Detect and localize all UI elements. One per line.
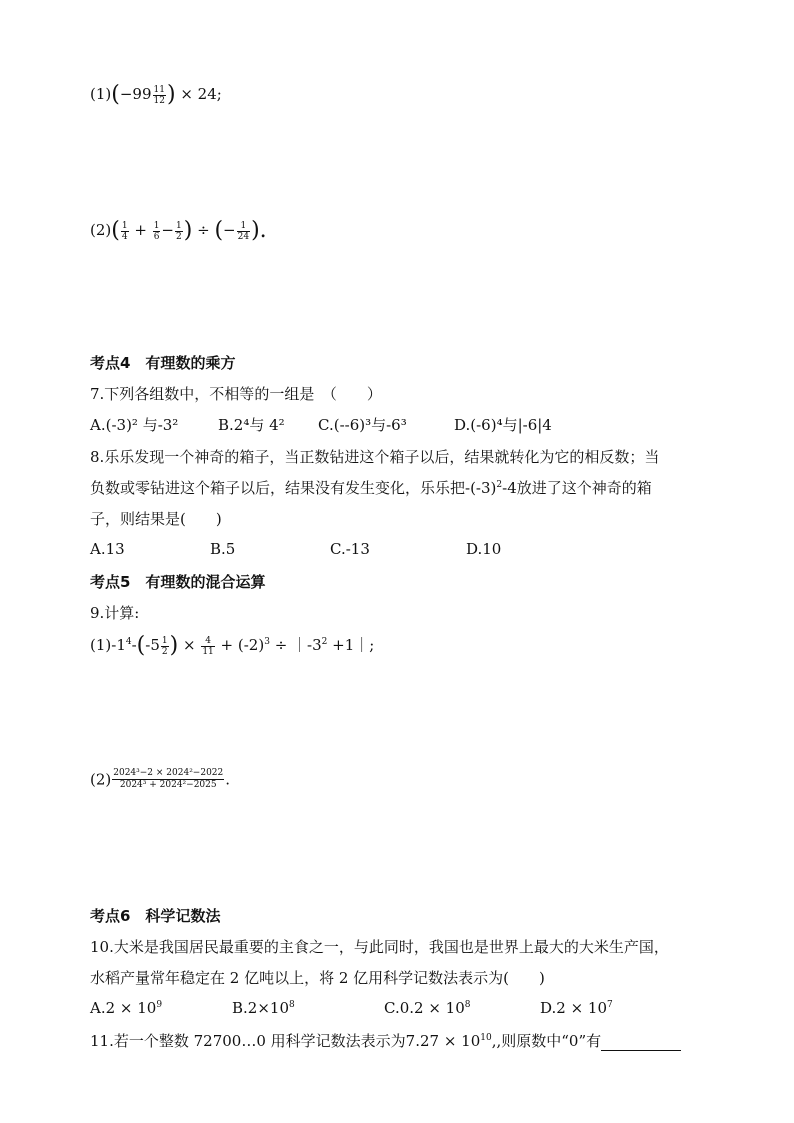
question-11-text: ,,则原数中“0”有 [491,1032,602,1050]
exponent: 2 [321,637,328,647]
option-text: C.0.2 × 10 [384,999,465,1017]
question-9-part-2 [90,768,230,791]
fraction-denominator: 2024³ + 2024²−2025 [119,780,217,790]
problem-1 [90,84,222,106]
question-8-line-3: 子，则结果是( ) [90,510,222,528]
problem-2-prefix: (2) [90,221,112,239]
question-10-line-1: 10.大米是我国居民最重要的主食之一，与此同时，我国也是世界上最大的大米生产国， [90,938,669,956]
exponent: 8 [289,1000,295,1010]
fraction [237,221,250,242]
fraction-denominator: 4 [121,231,128,242]
fraction [112,768,224,791]
exponent: 4 [125,637,132,647]
exponent: 2 [496,480,503,490]
question-9-stem: 9.计算: [90,604,140,622]
problem-1-prefix: (1) [90,85,112,103]
divide-sign: ÷ [192,221,215,239]
problem-2 [90,220,267,242]
question-8-text: 负数或零钻进这个箱子以后，结果没有发生变化，乐乐把 [90,479,466,497]
question-8-line-1: 8.乐乐发现一个神奇的箱子，当正数钻进这个箱子以后，结果就转化为它的相反数；当 [90,448,660,466]
right-paren: ) [169,633,179,658]
fraction [201,636,214,657]
fraction-denominator: 2 [176,231,182,242]
question-11 [90,1030,681,1051]
mixed-whole: −99 [119,85,152,103]
fraction [153,85,166,106]
times-sign: × [178,636,201,654]
exponent: 9 [156,1000,163,1010]
right-paren: ) [183,218,193,243]
exponent: 10 [480,1033,492,1043]
fraction-numerator: 1 [153,220,160,231]
question-8-option-b: B.5 [210,540,236,558]
question-10-option-a [90,999,162,1017]
right-paren: ). [251,218,267,243]
left-paren: ( [111,82,120,107]
question-10-option-b [232,999,295,1017]
fraction-numerator: 2024³−2 × 2024²−2022 [113,768,224,778]
fraction-denominator: 11 [202,646,214,657]
fraction-numerator: 1 [176,220,182,231]
fraction-denominator: 2 [161,646,168,657]
question-7-option-d: D.(-6)⁴与|-6|4 [454,416,552,434]
answer-blank[interactable] [601,1036,681,1051]
left-paren: ( [214,218,224,243]
expression-part: +1｜; [327,636,375,654]
problem-1-rest: × 24; [175,85,222,103]
exponent: 8 [464,1000,471,1010]
exponent: 7 [607,1000,613,1010]
fraction-denominator: 12 [153,95,165,106]
question-9-part-1 [90,634,374,657]
question-7-option-b: B.2⁴与 4² [218,416,285,434]
question-8-option-d: D.10 [466,540,502,558]
fraction-numerator: 1 [121,220,128,231]
question-8-option-c: C.-13 [330,540,370,558]
question-10-line-2: 水稻产量常年稳定在 2 亿吨以上，将 2 亿用科学记数法表示为( ) [90,969,545,987]
fraction [121,221,129,242]
question-8-text: 放进了这个神奇的箱 [516,479,652,497]
fraction [161,636,169,657]
expression-part: ÷ ｜-3 [269,636,322,654]
exponent: 3 [264,637,270,647]
section-6-title: 考点6 科学记数法 [90,907,221,925]
question-11-text: 11.若一个整数 72700…0 用科学记数法表示为7.27 × 10 [90,1032,481,1050]
option-text: B.2×10 [232,999,289,1017]
section-5-title: 考点5 有理数的混合运算 [90,573,266,591]
part-prefix: (2) [90,770,112,789]
question-10-option-d [540,999,613,1017]
minus-sign: − [161,221,174,239]
left-paren: ( [111,218,120,243]
fraction-denominator: 24 [237,231,250,242]
question-10-option-c [384,999,471,1017]
question-7-option-c: C.(--6)³与-6³ [318,416,407,434]
question-8-expression: -(-3) [465,479,497,497]
negative-sign: − [223,221,236,239]
question-8-expression-tail: -4 [502,479,517,497]
fraction [153,221,161,242]
fraction-numerator: 1 [237,221,250,232]
fraction-numerator: 1 [161,635,168,646]
right-paren: ) [166,82,176,107]
period: . [225,770,231,789]
fraction-numerator: 4 [201,636,214,647]
fraction-denominator: 6 [153,231,160,242]
minus-sign: - [131,636,137,654]
mixed-whole: -5 [145,636,160,654]
question-8-line-2 [90,477,652,498]
plus-sign: + [129,221,152,239]
question-8-option-a: A.13 [90,540,125,558]
expression-part: + (-2) [215,636,265,654]
question-7-stem: 7.下列各组数中，不相等的一组是 （ ） [90,385,382,403]
question-7-option-a: A.(-3)² 与-3² [90,416,179,434]
fraction [175,221,183,242]
fraction-numerator: 11 [153,84,165,95]
option-text: D.2 × 10 [540,999,607,1017]
section-4-title: 考点4 有理数的乘方 [90,354,236,372]
left-paren: ( [136,633,146,658]
option-text: A.2 × 10 [90,999,157,1017]
expression-part: (1)-1 [90,636,126,654]
